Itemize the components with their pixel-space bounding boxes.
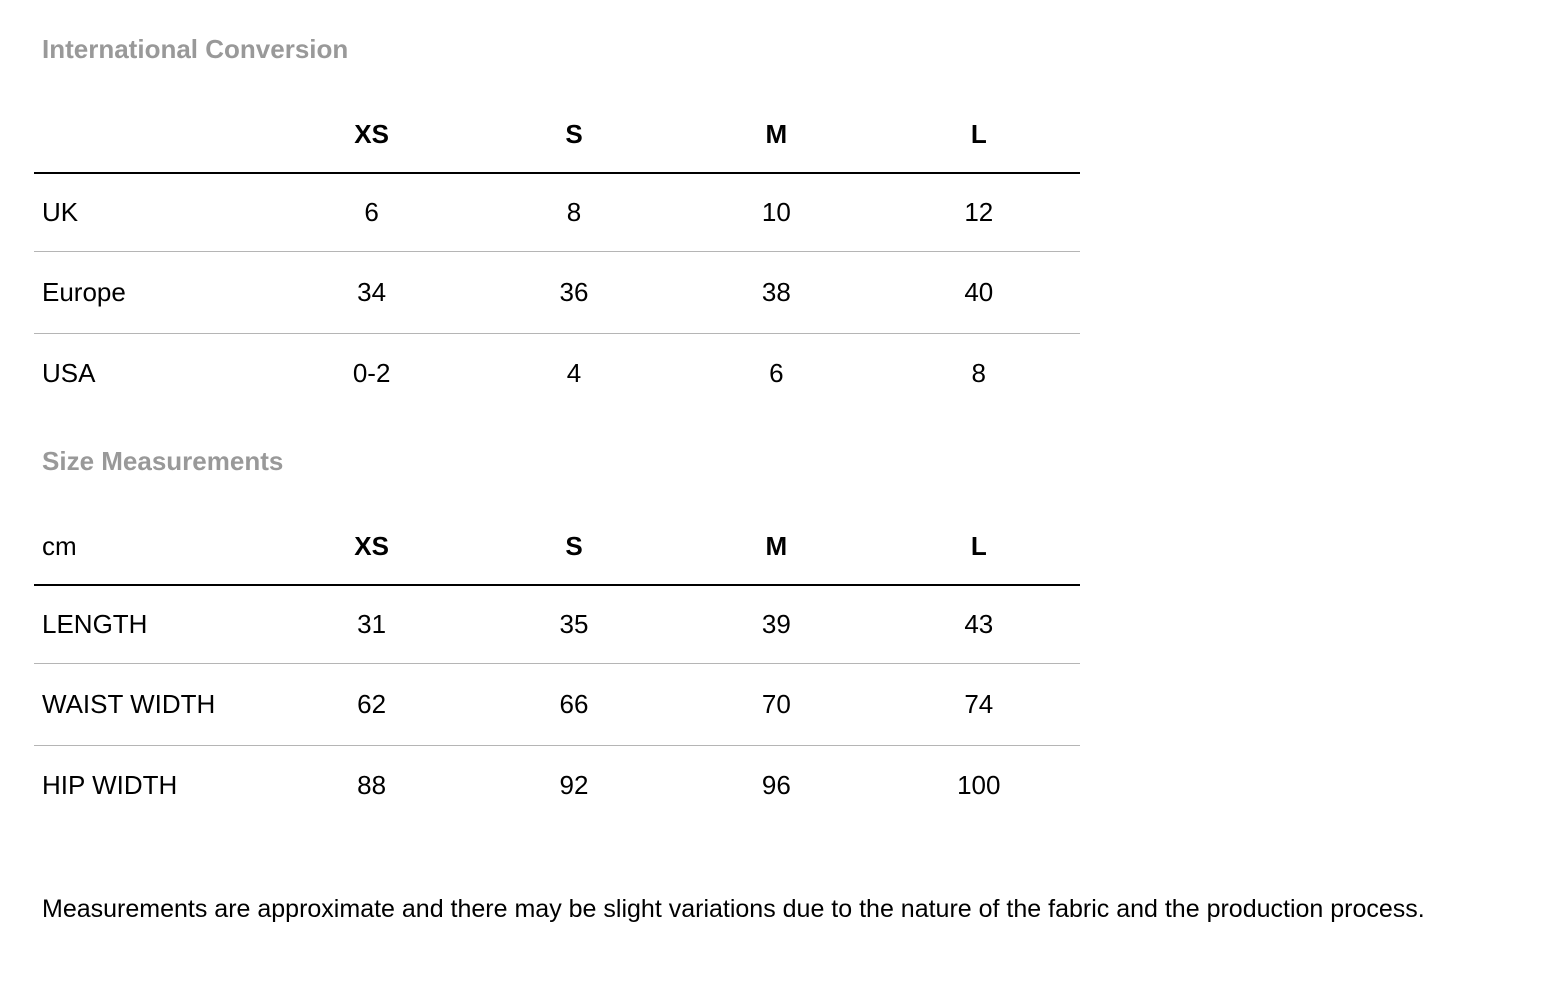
row-label: UK — [34, 173, 270, 251]
table-cell: 43 — [878, 585, 1080, 663]
size-header-s: S — [473, 508, 675, 585]
table-cell: 92 — [559, 769, 589, 800]
table-cell: 38 — [675, 251, 877, 333]
measurement-disclaimer: Measurements are approximate and there may be slight variations due to the nature of the fabric and the production process. — [42, 895, 1425, 923]
size-measurements-title: Size Measurements — [42, 446, 284, 476]
table-cell: 96 — [761, 769, 791, 800]
table-row — [34, 585, 1080, 663]
table-cell: 0-2 — [352, 357, 391, 388]
table-cell: 66 — [473, 663, 675, 745]
size-header-m: M — [675, 508, 877, 585]
table-cell: 36 — [473, 251, 675, 333]
size-header-l: L — [878, 96, 1080, 173]
row-label: Europe — [34, 251, 270, 333]
table-header-row — [34, 96, 1080, 173]
size-header-xs: XS — [270, 508, 472, 585]
size-header-l: L — [878, 508, 1080, 585]
size-measurements-table — [34, 508, 1080, 825]
table-cell: 40 — [878, 251, 1080, 333]
table-cell: 10 — [675, 173, 877, 251]
table-cell: 6 — [270, 173, 472, 251]
table-cell: 70 — [675, 663, 877, 745]
size-header-s: S — [473, 96, 675, 173]
row-label: LENGTH — [34, 585, 270, 663]
table-row — [34, 663, 1080, 745]
table-cell: 74 — [878, 663, 1080, 745]
row-label: HIP WIDTH — [42, 769, 178, 800]
size-header-xs: XS — [270, 96, 472, 173]
unit-label: cm — [34, 508, 270, 585]
row-label: WAIST WIDTH — [34, 663, 270, 745]
table-row — [34, 173, 1080, 251]
table-cell: 8 — [473, 173, 675, 251]
international-conversion-title: International Conversion — [42, 34, 349, 64]
table-cell: 62 — [270, 663, 472, 745]
table-cell: 12 — [878, 173, 1080, 251]
international-conversion-table — [34, 96, 1080, 413]
table-cell: 4 — [566, 357, 582, 388]
table-cell: 39 — [675, 585, 877, 663]
table-row — [34, 745, 1080, 825]
table-row — [34, 251, 1080, 333]
table-row — [34, 333, 1080, 413]
table-cell: 88 — [357, 769, 387, 800]
table-cell: 100 — [957, 769, 1001, 800]
table-cell: 34 — [270, 251, 472, 333]
table-cell: 31 — [270, 585, 472, 663]
size-header-m: M — [675, 96, 877, 173]
table-cell: 8 — [971, 357, 987, 388]
table-cell: 6 — [769, 357, 784, 388]
table-header-row — [34, 508, 1080, 585]
table-cell: 35 — [473, 585, 675, 663]
row-label: USA — [42, 357, 96, 388]
corner-cell — [34, 96, 270, 173]
